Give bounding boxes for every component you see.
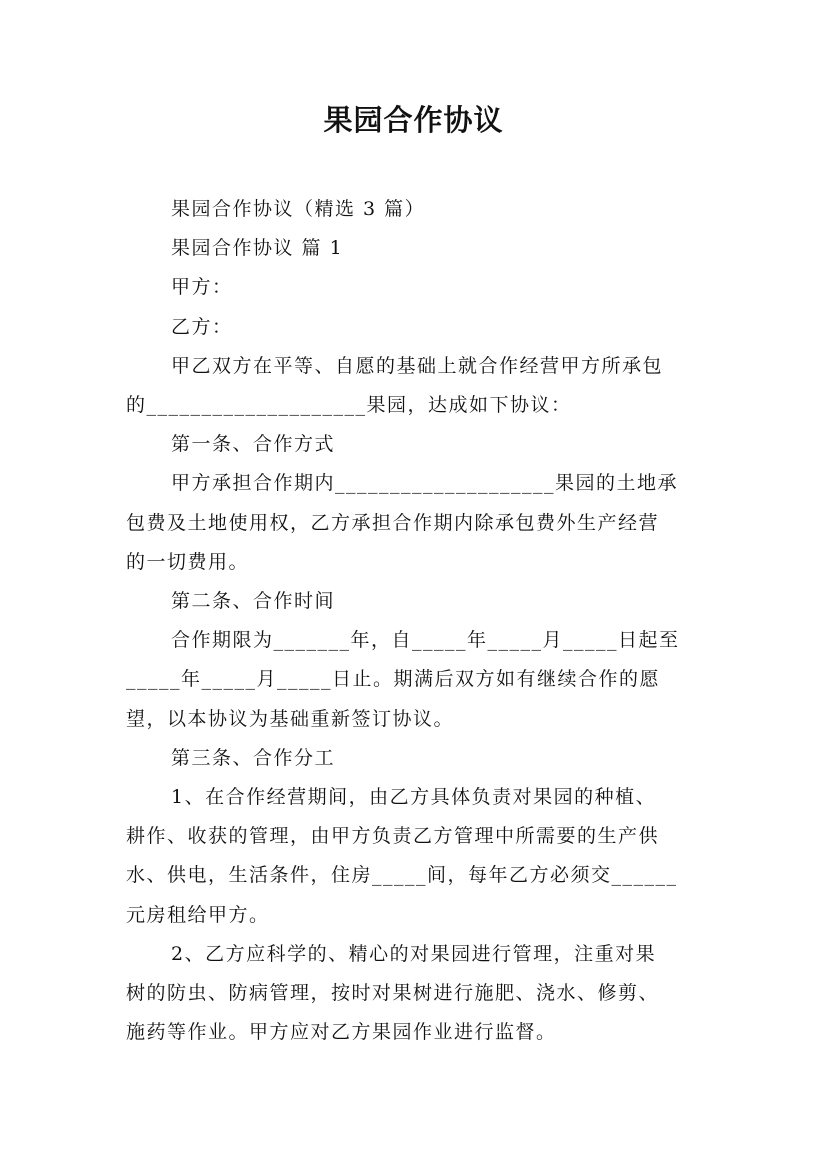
party-a-line: 甲方： (171, 276, 233, 299)
paragraph-line: 包费及土地使用权，乙方承担合作期内除承包费外生产经营 (126, 511, 660, 534)
paragraph-line: 的____________________果园，达成如下协议： (126, 394, 572, 417)
party-b-line: 乙方： (171, 315, 233, 338)
paragraph-line: 甲方承担合作期内____________________果园的土地承 (171, 472, 679, 495)
document-title: 果园合作协议 (323, 103, 504, 137)
paragraph-line: 望，以本协议为基础重新签订协议。 (126, 707, 455, 730)
paragraph-line: _____年_____月_____日止。期满后双方如有继续合作的愿 (126, 668, 661, 691)
paragraph-line: 甲乙双方在平等、自愿的基础上就合作经营甲方所承包 (171, 354, 664, 377)
paragraph-line: 树的防虫、防病管理，按时对果树进行施肥、浇水、修剪、 (126, 982, 660, 1005)
paragraph-line: 施药等作业。甲方应对乙方果园作业进行监督。 (126, 1021, 557, 1044)
paragraph-line: 合作期限为_______年，自_____年_____月_____日起至 (171, 629, 680, 652)
document-body (126, 190, 711, 1052)
paragraph-line: 2、乙方应科学的、精心的对果园进行管理，注重对果 (171, 942, 657, 965)
paragraph-line: 元房租给甲方。 (126, 903, 270, 926)
paragraph-line: 水、供电，生活条件，住房_____间，每年乙方必须交______ (126, 864, 678, 887)
article-heading: 第一条、合作方式 (171, 433, 336, 456)
article-heading: 第二条、合作时间 (171, 590, 336, 613)
paragraph-line: 的一切费用。 (126, 550, 250, 573)
subtitle-line: 果园合作协议（精选 3 篇） (171, 198, 426, 220)
paragraph-line: 1、在合作经营期间，由乙方具体负责对果园的种植、 (171, 786, 657, 809)
article-heading: 第三条、合作分工 (171, 746, 336, 769)
paragraph-line: 耕作、收获的管理，由甲方负责乙方管理中所需要的生产供 (126, 825, 660, 848)
section-heading: 果园合作协议 篇 1 (171, 237, 344, 260)
